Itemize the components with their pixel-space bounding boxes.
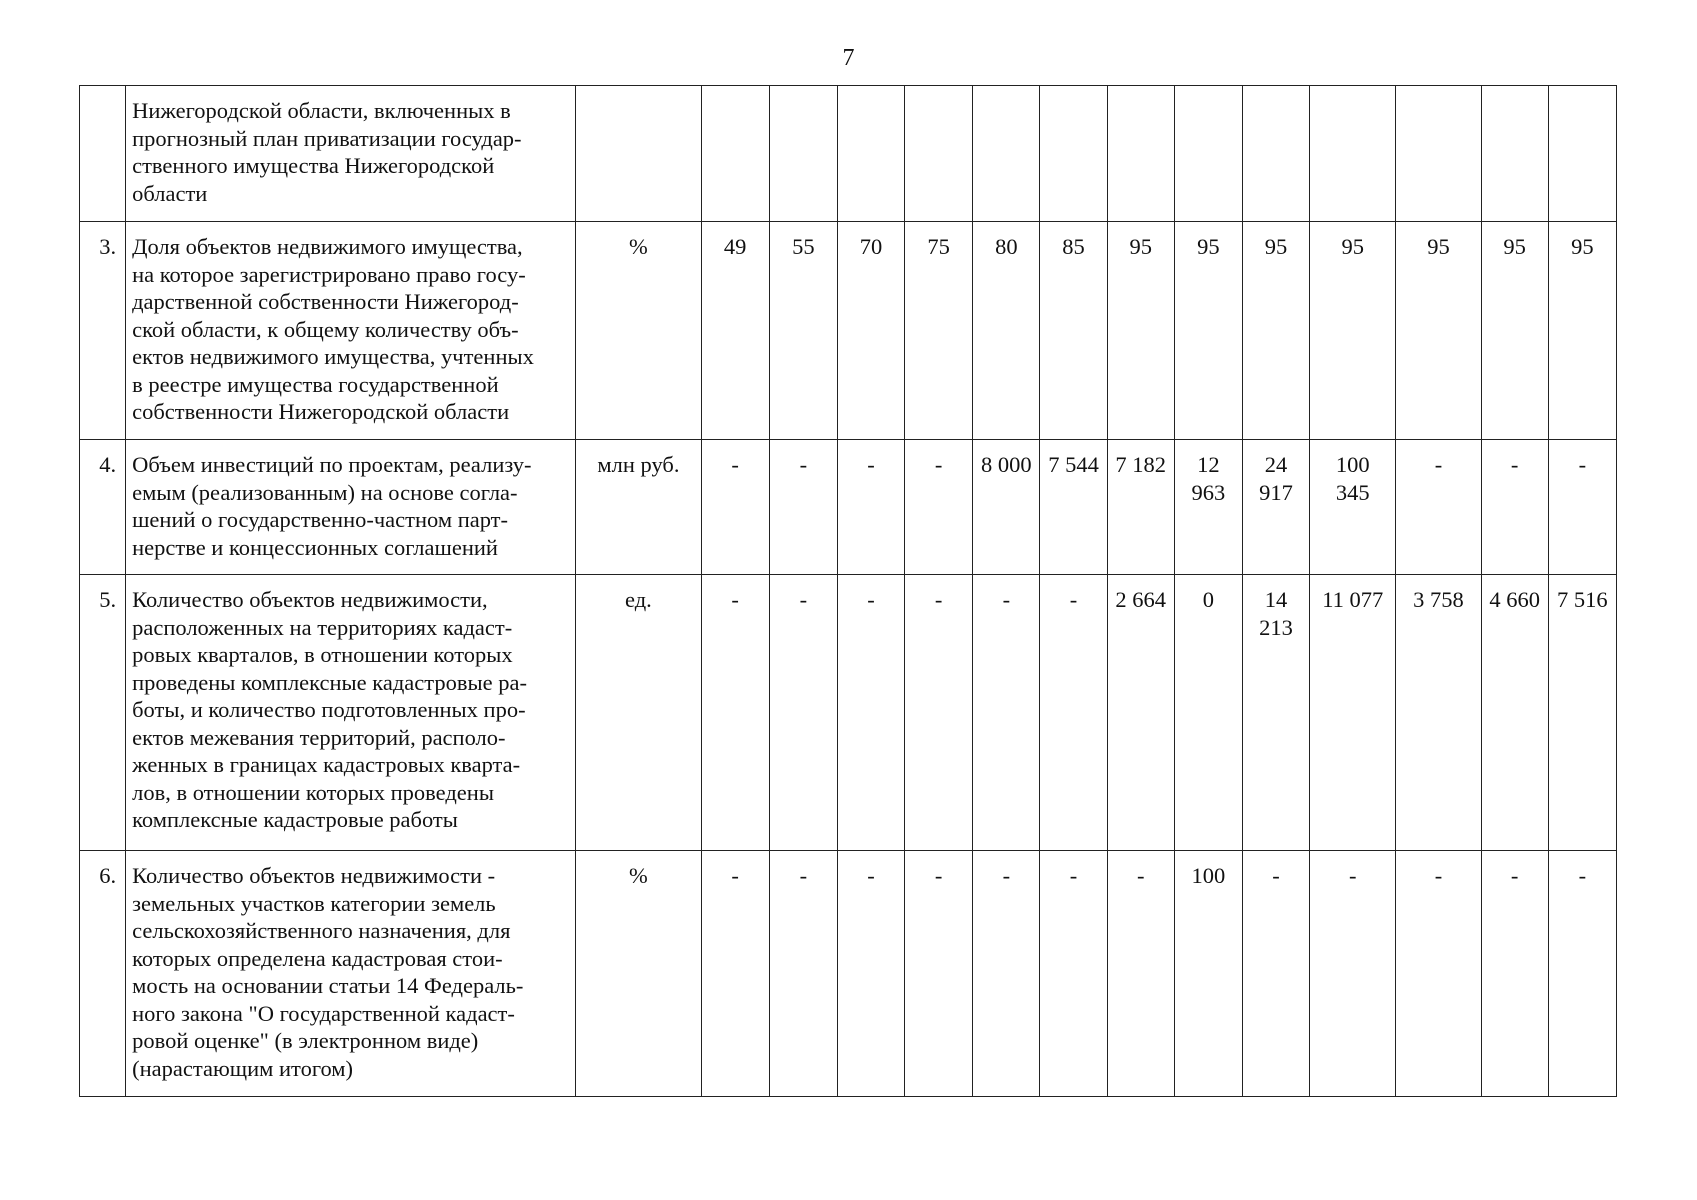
description-line: емым (реализованным) на основе согла- [132, 479, 518, 505]
value-text: 2 664 [1115, 587, 1166, 612]
value-cell [769, 440, 837, 575]
value-text: 95 [1503, 234, 1526, 259]
value-cell [701, 851, 769, 1097]
description-line: ного закона "О государственной кадаст- [132, 1000, 515, 1026]
description-line: (нарастающим итогом) [132, 1055, 354, 1081]
value-cell [905, 575, 973, 851]
value-text: - [731, 587, 739, 612]
indicator-description-cell [126, 86, 576, 222]
description-line: дарственной собственности Нижегород- [132, 289, 519, 314]
value-text: 11 077 [1322, 587, 1384, 612]
value-cell [1548, 440, 1616, 575]
table-row [80, 222, 1617, 440]
value-text: - [1069, 863, 1078, 888]
value-cell [1174, 440, 1242, 575]
value-cell [1310, 851, 1396, 1097]
row-number-cell: 4. [80, 440, 126, 575]
description-line: шений о государственно-частном парт- [132, 507, 509, 532]
description-line: женных в границах кадастровых кварта- [132, 752, 521, 777]
value-cell [1396, 222, 1481, 440]
description-line: Доля объектов недвижимого имущества, [132, 234, 523, 259]
value-text: 4 660 [1489, 587, 1540, 612]
value-text: - [934, 452, 943, 477]
value-cell [1481, 851, 1548, 1097]
unit-cell: % [576, 222, 701, 440]
value-cell [1548, 851, 1616, 1097]
value-cell [1040, 86, 1107, 222]
value-cell [1174, 222, 1242, 440]
value-cell [837, 575, 904, 851]
value-cell [905, 86, 973, 222]
value-cell [1107, 851, 1174, 1097]
row-number-cell: 5. [80, 575, 126, 851]
value-cell [905, 440, 973, 575]
value-cell [837, 86, 904, 222]
value-cell [1396, 86, 1481, 222]
value-cell [769, 851, 837, 1097]
value-text: 0 [1202, 587, 1214, 612]
description-line: земельных участков категории земель [132, 890, 496, 916]
value-cell [1310, 86, 1396, 222]
value-text: - [799, 452, 808, 477]
description-line: ектов недвижимого имущества, учтенных [132, 344, 534, 369]
value-cell [769, 86, 837, 222]
value-text: 49 [723, 234, 747, 259]
value-text: 80 [995, 234, 1018, 259]
value-text: - [1510, 452, 1519, 477]
indicators-table [79, 85, 1617, 1097]
indicator-description-cell [126, 851, 576, 1097]
value-cell [973, 440, 1040, 575]
description-line: ектов межевания территорий, располо- [132, 724, 506, 750]
value-text: 7 182 [1115, 452, 1166, 477]
indicator-description-cell [126, 575, 576, 851]
description-line: комплексные кадастровые работы [132, 807, 458, 832]
value-text: 95 [1427, 234, 1450, 259]
value-text: 75 [927, 234, 950, 259]
value-cell [769, 222, 837, 440]
row-number-cell: 6. [80, 851, 126, 1097]
value-cell [837, 851, 904, 1097]
value-cell [1242, 575, 1309, 851]
value-cell [1107, 222, 1174, 440]
value-cell [1481, 440, 1548, 575]
value-text: 55 [792, 234, 815, 259]
value-text: 100 [1191, 863, 1226, 888]
value-text: 7 516 [1557, 587, 1608, 612]
value-text: 917 [1259, 479, 1293, 505]
description-line: нерстве и концессионных соглашений [132, 534, 498, 560]
value-text: - [1510, 863, 1519, 888]
value-text: - [1002, 587, 1011, 612]
value-text: 3 758 [1413, 587, 1464, 612]
page-number: 7 [842, 45, 855, 71]
value-cell [1548, 575, 1616, 851]
description-line: области [132, 180, 208, 206]
description-line: ской области, к общему количеству объ- [132, 316, 519, 342]
value-text: - [867, 863, 875, 888]
value-text: - [731, 452, 739, 477]
description-line: собственности Нижегородской области [132, 399, 510, 424]
value-cell [1548, 86, 1616, 222]
table-row [80, 86, 1617, 222]
indicator-description-cell [126, 440, 576, 575]
value-text: 95 [1571, 234, 1594, 259]
value-text: - [867, 587, 875, 612]
value-cell [1481, 222, 1548, 440]
value-text: 100 [1335, 452, 1370, 477]
description-line: лов, в отношении которых проведены [132, 779, 494, 805]
value-text: 70 [859, 234, 883, 259]
value-cell [973, 851, 1040, 1097]
description-line: Объем инвестиций по проектам, реализу- [132, 452, 532, 477]
value-cell [1242, 440, 1309, 575]
value-cell [1040, 440, 1107, 575]
unit-cell: млн руб. [576, 440, 701, 575]
value-cell [1396, 575, 1481, 851]
value-cell [1174, 575, 1242, 851]
value-text: - [1578, 452, 1587, 477]
value-cell [1242, 851, 1309, 1097]
value-text: 85 [1062, 234, 1085, 259]
value-cell [1310, 575, 1396, 851]
value-cell [1548, 222, 1616, 440]
value-text: 213 [1259, 614, 1293, 640]
value-text: 95 [1341, 234, 1364, 259]
indicator-description-cell [126, 222, 576, 440]
value-text: 95 [1129, 234, 1152, 259]
value-text: - [1348, 863, 1357, 888]
value-cell [837, 440, 904, 575]
value-cell [1107, 86, 1174, 222]
description-line: ственного имущества Нижегородской [132, 153, 495, 178]
description-line: Количество объектов недвижимости, [132, 587, 488, 612]
value-cell [1040, 575, 1107, 851]
value-text: - [1069, 587, 1078, 612]
value-text: 963 [1191, 479, 1226, 505]
value-text: - [799, 587, 808, 612]
value-cell [701, 575, 769, 851]
value-cell [973, 86, 1040, 222]
value-text: - [1272, 863, 1280, 888]
value-cell [701, 86, 769, 222]
value-cell [701, 440, 769, 575]
description-line: сельскохозяйственного назначения, для [132, 918, 511, 943]
value-text: - [1434, 863, 1443, 888]
value-text: - [1434, 452, 1443, 477]
value-text: 345 [1335, 479, 1370, 505]
value-cell [1040, 222, 1107, 440]
value-text: 95 [1197, 234, 1220, 259]
value-cell [1481, 86, 1548, 222]
description-line: прогнозный план приватизации государ- [132, 125, 522, 151]
unit-cell: % [576, 851, 701, 1097]
value-text: - [867, 452, 875, 477]
row-number-cell: 3. [80, 222, 126, 440]
value-cell [1310, 222, 1396, 440]
description-line: которых определена кадастровая стои- [132, 945, 503, 971]
value-text: - [1136, 863, 1145, 888]
value-text: 12 [1197, 452, 1220, 477]
value-cell [837, 222, 904, 440]
description-line: ровой оценке" (в электронном виде) [132, 1028, 479, 1053]
description-line: ровых кварталов, в отношении которых [132, 642, 513, 667]
value-cell [1174, 86, 1242, 222]
table-row [80, 440, 1617, 575]
unit-cell [576, 86, 701, 222]
value-text: - [934, 863, 943, 888]
value-text: - [799, 863, 808, 888]
value-text: 14 [1264, 587, 1288, 612]
table-row [80, 851, 1617, 1097]
value-cell [1040, 851, 1107, 1097]
value-text: 95 [1264, 234, 1288, 259]
value-text: 24 [1264, 452, 1288, 477]
value-text: 8 000 [981, 452, 1032, 477]
unit-cell: ед. [576, 575, 701, 851]
value-text: - [934, 587, 943, 612]
value-text: - [731, 863, 739, 888]
description-line: Количество объектов недвижимости - [132, 863, 496, 888]
description-line: проведены комплексные кадастровые ра- [132, 669, 527, 695]
value-cell [1107, 440, 1174, 575]
value-cell [973, 222, 1040, 440]
description-line: в реестре имущества государственной [132, 371, 499, 397]
value-cell [769, 575, 837, 851]
table-row [80, 575, 1617, 851]
value-cell [1174, 851, 1242, 1097]
value-cell [973, 575, 1040, 851]
value-cell [1107, 575, 1174, 851]
description-line: боты, и количество подготовленных про- [132, 697, 526, 722]
value-cell [1396, 851, 1481, 1097]
description-line: расположенных на территориях кадаст- [132, 614, 513, 640]
value-cell [1396, 440, 1481, 575]
value-cell [701, 222, 769, 440]
value-cell [1242, 222, 1309, 440]
row-number-cell [80, 86, 126, 222]
value-cell [1481, 575, 1548, 851]
value-cell [905, 851, 973, 1097]
value-cell [905, 222, 973, 440]
description-line: на которое зарегистрировано право госу- [132, 261, 526, 287]
description-line: мость на основании статьи 14 Федераль- [132, 973, 524, 998]
description-line: Нижегородской области, включенных в [132, 98, 511, 123]
value-text: - [1002, 863, 1011, 888]
value-cell [1310, 440, 1396, 575]
value-text: 7 544 [1048, 452, 1099, 477]
value-cell [1242, 86, 1309, 222]
value-text: - [1578, 863, 1587, 888]
